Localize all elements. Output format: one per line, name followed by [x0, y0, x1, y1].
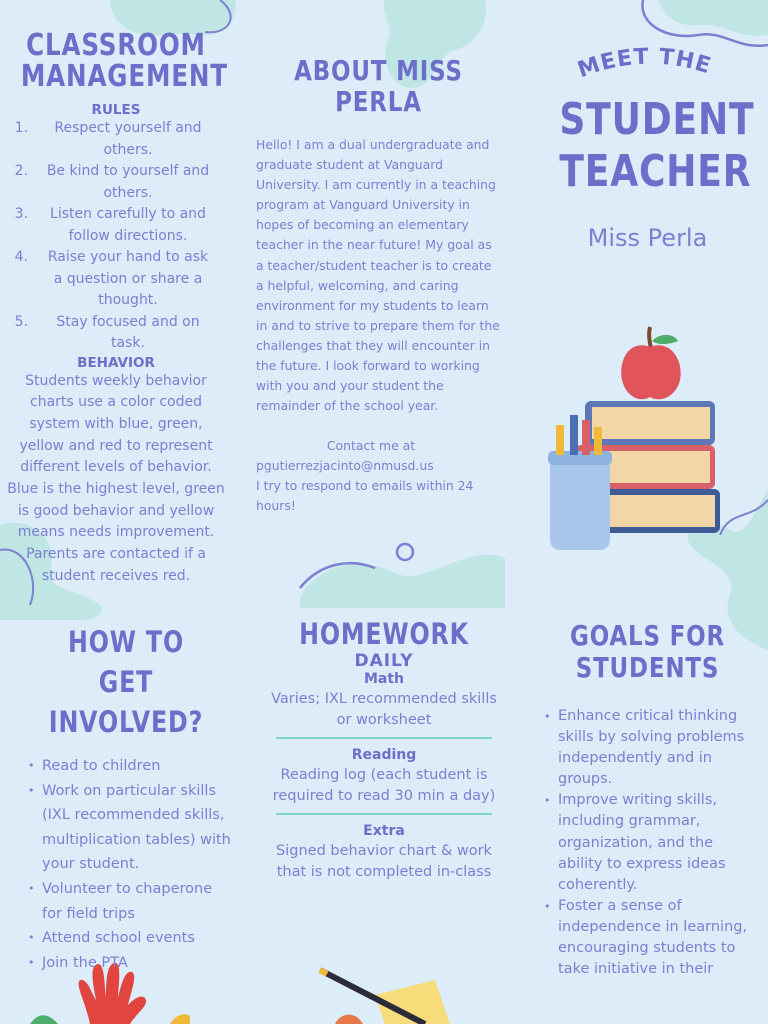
goal-item	[544, 896, 755, 980]
bullet-icon: •	[544, 794, 551, 808]
involved-text: Volunteer to chaperone for field trips	[42, 880, 213, 922]
pencil-notepad-illustration	[315, 965, 450, 1024]
goal-text: Enhance critical thinking skills by solving problems independently and in groups.	[558, 708, 745, 788]
bullet-icon: •	[28, 931, 35, 945]
svg-text:MEET THE: MEET THE	[574, 44, 715, 84]
bullet-icon: •	[28, 881, 35, 895]
bullet-icon: •	[28, 955, 35, 969]
rule-number: 4.	[14, 249, 28, 265]
meet-panel	[540, 40, 755, 252]
rule-item	[0, 161, 214, 204]
involved-title	[39, 622, 213, 742]
goals-title-line1: GOALS FOR	[570, 619, 725, 652]
involved-title-line2: INVOLVED?	[48, 705, 204, 739]
rules-label: RULES	[91, 102, 141, 118]
involved-text: Join the PTA	[42, 954, 128, 971]
homework-section-text: Signed behavior chart & work that is not completed in-class	[276, 843, 492, 880]
classroom-title-line1: CLASSROOM	[26, 28, 206, 63]
books-apple-pencils-illustration	[540, 325, 725, 555]
student-teacher-line2: TEACHER	[559, 146, 752, 197]
rule-text: Be kind to yourself and others.	[46, 163, 210, 201]
teacher-name: Miss Perla	[587, 224, 708, 252]
involved-item	[28, 779, 232, 877]
involved-text: Work on particular skills (IXL recommended skills, multiplication tables) with your student.	[42, 782, 231, 873]
rule-text: Listen carefully to and follow directions.	[50, 206, 206, 244]
bullet-icon: •	[544, 710, 551, 723]
goals-title-line2: STUDENTS	[575, 651, 720, 684]
rule-item	[0, 204, 214, 247]
involved-text: Read to children	[42, 758, 161, 774]
homework-section-label: Math	[363, 671, 405, 687]
rule-text: Raise your hand to ask a question or share a thought.	[47, 249, 209, 308]
bullet-icon: •	[28, 783, 35, 797]
contact-label: Contact me at	[326, 438, 416, 454]
meet-the-arc-text	[540, 40, 755, 90]
rule-number: 1.	[14, 120, 28, 136]
bullet-icon: •	[28, 759, 35, 772]
homework-section-label: Extra	[363, 823, 405, 839]
goal-text: Foster a sense of independence in learning, encouraging students to take initiative in their	[558, 897, 748, 978]
involved-item	[28, 926, 232, 951]
involved-title-line1: HOW TO GET	[67, 625, 184, 699]
contact-email[interactable]: pgutierrezjacinto@nmusd.us	[256, 458, 434, 474]
involved-item	[28, 877, 232, 926]
involved-item	[28, 951, 232, 976]
rule-number: 2.	[14, 163, 28, 179]
homework-divider	[276, 813, 492, 815]
decorative-blob-mid-center	[295, 538, 510, 608]
goals-list	[540, 706, 755, 980]
rule-item	[0, 312, 214, 355]
homework-sections	[268, 671, 500, 883]
rule-text: Stay focused and on task.	[56, 313, 200, 351]
involved-list	[20, 754, 232, 975]
rules-list	[0, 118, 232, 355]
classroom-title	[20, 28, 228, 94]
bullet-icon: •	[544, 899, 551, 913]
about-title-line1: ABOUT MISS	[294, 54, 463, 87]
classroom-management-panel	[0, 30, 232, 588]
about-title-line2: PERLA	[335, 85, 422, 118]
rule-item	[0, 118, 214, 161]
student-teacher-line1: STUDENT	[559, 94, 755, 145]
involved-panel	[20, 622, 232, 975]
homework-section-text: Reading log (each student is required to read 30 min a day)	[272, 767, 496, 804]
about-panel	[256, 55, 501, 516]
classroom-title-line2: MANAGEMENT	[20, 59, 228, 94]
involved-item	[28, 754, 232, 779]
homework-section-label: Reading	[351, 747, 417, 763]
homework-panel	[268, 617, 500, 883]
rule-text: Respect yourself and others.	[54, 120, 202, 158]
goals-panel	[540, 620, 755, 980]
goal-item	[544, 790, 755, 895]
rule-item	[0, 247, 214, 312]
goals-title	[559, 620, 735, 684]
about-title	[278, 55, 479, 117]
goal-text: Improve writing skills, including grammar, organization, and the ability to express ideas coherently.	[558, 792, 726, 893]
student-teacher-title	[559, 94, 755, 198]
behavior-text: Students weekly behavior charts use a color coded system with blue, green, yellow and red to represent different levels of behavior. Blue is the highest level, green is good behavior and yellow means needs improvement. Parents are contacted if a student receives red.	[7, 372, 225, 584]
homework-daily-label: DAILY	[354, 651, 414, 671]
rule-number: 3.	[14, 206, 28, 222]
behavior-label: BEHAVIOR	[77, 354, 155, 371]
about-body: Hello! I am a dual undergraduate and graduate student at Vanguard University. I am currently in a teaching program at Vanguard University in hopes of becoming an elementary teacher in the near future! My goal as a teacher/student teacher is to create a helpful, welcoming, and caring environment for my students to learn in and to strive to prepare them for the challenges that they will encounter in the future. I look forward to working with you and your student the remainder of the school year.	[256, 137, 500, 414]
homework-section-text: Varies; IXL recommended skills or worksheet	[271, 691, 497, 728]
homework-title: HOMEWORK	[299, 617, 469, 651]
involved-text: Attend school events	[42, 930, 195, 947]
rule-number: 5.	[14, 313, 28, 330]
homework-divider	[276, 737, 492, 739]
goal-item	[544, 706, 755, 790]
response-note: I try to respond to emails within 24 hours!	[256, 478, 474, 514]
